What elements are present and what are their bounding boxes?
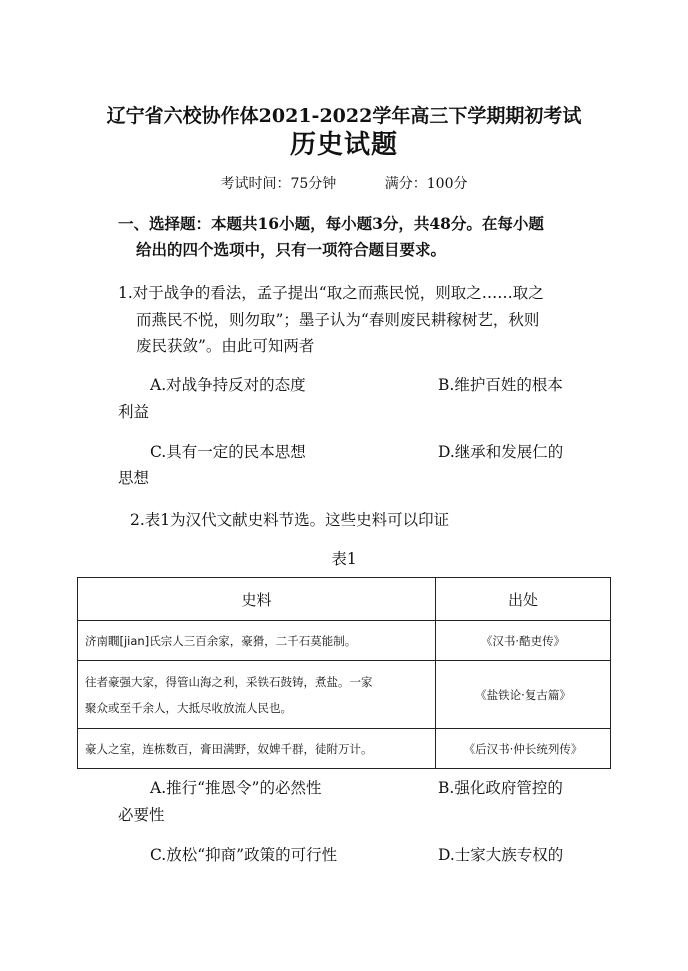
q1-option-a: A.对战争持反对的态度 <box>150 376 306 394</box>
exam-time: 考试时间：75分钟 <box>220 176 337 192</box>
row2-text-line1: 往者豪强大家，得管山海之利，采铁石鼓铸，煮盐。一家 <box>85 674 373 689</box>
q1-stem-line1: 1.对于战争的看法，孟子提出“取之而燕民悦，则取之……取之 <box>118 284 544 302</box>
section-instructions-line2: 给出的四个选项中，只有一项符合题目要求。 <box>136 240 447 259</box>
q2-option-b: B.强化政府管控的 <box>438 779 563 797</box>
table-header-row <box>78 578 611 621</box>
table-caption: 表1 <box>331 550 357 568</box>
table-cell-text <box>78 729 436 769</box>
table-row <box>78 661 611 729</box>
section-instructions-line1: 一、选择题：本题共16小题，每小题3分，共48分。在每小题 <box>118 214 544 233</box>
table-header-origin: 出处 <box>436 578 611 621</box>
table-cell-source: 《盐铁论·复古篇》 <box>436 661 611 729</box>
row2-text-line2: 聚众或至千余人，大抵尽收放流人民也。 <box>85 700 292 715</box>
table-row <box>78 621 611 661</box>
q1-option-c: C.具有一定的民本思想 <box>150 443 306 461</box>
q1-option-d: D.继承和发展仁的 <box>438 443 564 461</box>
subject-title: 历史试题 <box>289 130 398 160</box>
table-cell-source: 《汉书·酷吏传》 <box>436 621 611 661</box>
q1-option-b-cont: 利益 <box>118 403 150 421</box>
table-cell-source: 《后汉书·仲长统列传》 <box>436 729 611 769</box>
q2-option-b-cont: 必要性 <box>118 806 165 824</box>
row3-text: 豪人之室，连栋数百，膏田满野，奴婢千群，徒附万计。 <box>85 741 373 756</box>
q1-option-b: B.维护百姓的根本 <box>438 376 563 394</box>
table-cell-text <box>78 621 436 661</box>
exam-title: 辽宁省六校协作体2021-2022学年高三下学期期初考试 <box>106 105 582 127</box>
table-cell-text <box>78 661 436 729</box>
exam-score: 满分：100分 <box>384 176 468 192</box>
row1-text: 济南瞯[jian]氏宗人三百余家，豪猾，二千石莫能制。 <box>85 633 357 648</box>
exam-meta <box>0 173 688 193</box>
q2-option-c: C.放松“抑商”政策的可行性 <box>150 846 338 864</box>
q2-option-d: D.士家大族专权的 <box>438 846 564 864</box>
source-table <box>77 577 611 769</box>
q1-stem-line2: 而燕民不悦，则勿取”；墨子认为“春则废民耕稼树艺，秋则 <box>136 311 540 329</box>
q1-stem-line3: 废民获敛”。由此可知两者 <box>136 337 315 355</box>
table-row <box>78 729 611 769</box>
table-header-source-text: 史料 <box>78 578 436 621</box>
q2-option-a: A.推行“推恩令”的必然性 <box>150 779 322 797</box>
q1-option-d-cont: 思想 <box>118 469 150 487</box>
q2-stem: 2.表1为汉代文献史料节选。这些史料可以印证 <box>130 511 450 529</box>
